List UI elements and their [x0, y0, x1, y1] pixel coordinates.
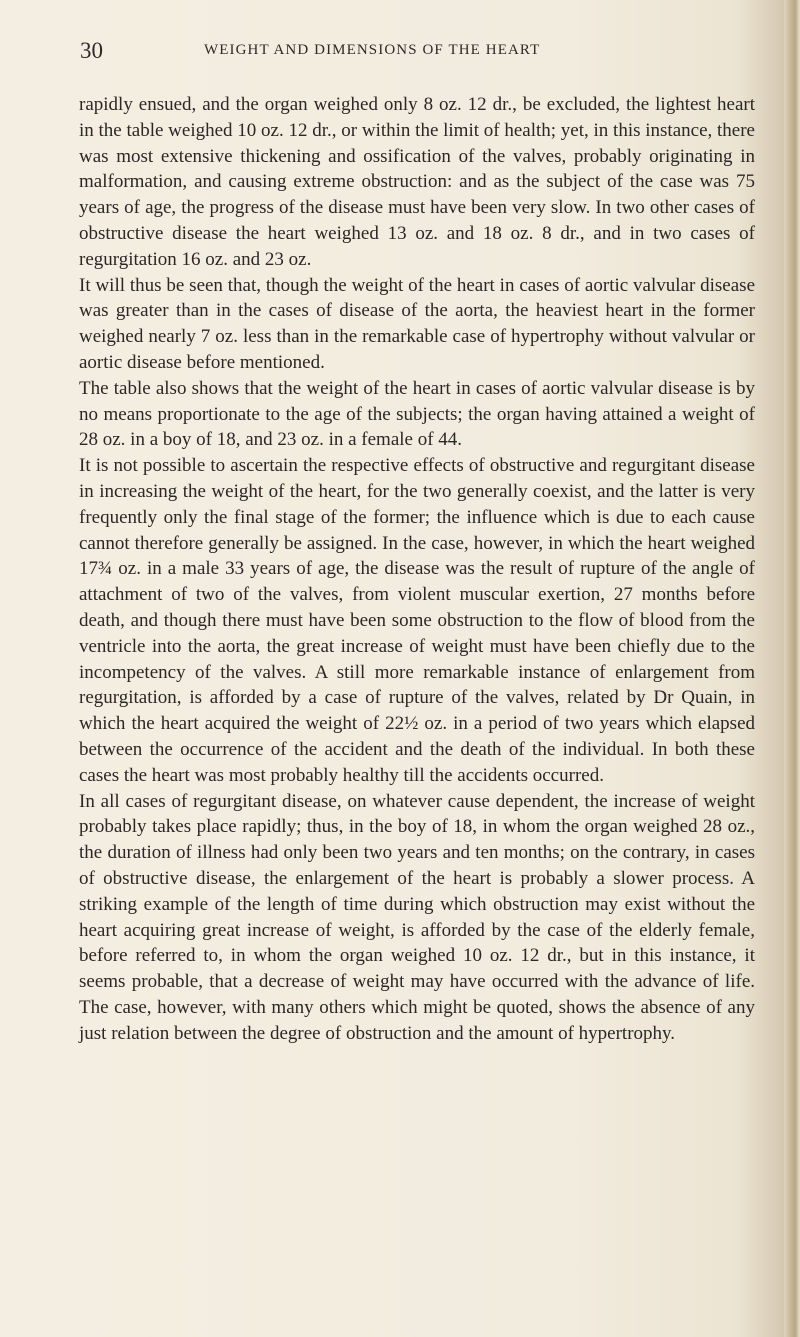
- page-edge: [784, 0, 800, 1337]
- paragraph: rapidly ensued, and the organ weighed only 8 oz. 12 dr., be excluded, the lightest heart in the table weighed 10 oz. 12 dr., or within the limit of health; yet, in this instance, there was most extensive thickening and ossification of the valves, probably originating in malformation, and causing extreme obstruction: and as the subject of the case was 75 years of age, the progress of the disease must have been very slow. In two other cases of obstructive disease the heart weighed 13 oz. and 18 oz. 8 dr., and in two cases of regurgitation 16 oz. and 23 oz.: [79, 94, 755, 270]
- paragraph: It will thus be seen that, though the weight of the heart in cases of aortic valvular disease was greater than in the cases of disease of the aorta, the heaviest heart in the former weighed nearly 7 oz. less than in the remarkable case of hypertrophy without valvular or aortic disease before mentioned.: [79, 274, 755, 373]
- page-number: 30: [80, 38, 103, 63]
- page-header: [80, 38, 780, 68]
- paragraph: The table also shows that the weight of the heart in cases of aortic valvular disease is by no means proportionate to the age of the subjects; the organ having attained a weight of 28 oz. in a boy of 18, and 23 oz. in a female of 44.: [79, 377, 755, 451]
- paragraph: It is not possible to ascertain the respective effects of obstructive and regurgitant disease in increasing the weight of the heart, for the two generally coexist, and the latter is very frequently only the final stage of the former; the influence which is due to each cause cannot therefore generally be assigned. In the case, however, in which the heart weighed 17¾ oz. in a male 33 years of age, the disease was the result of rupture of the angle of attachment of two of the valves, from violent muscular exertion, 27 months before death, and though there must have been some obstruction to the flow of blood from the ventricle into the aorta, the great increase of weight must have been chiefly due to the incompetency of the valves. A still more remarkable instance of enlargement from regurgitation, is afforded by a case of rupture of the valves, related by Dr Quain, in which the heart acquired the weight of 22½ oz. in a period of two years which elapsed between the occurrence of the accident and the death of the individual. In both these cases the heart was most probably healthy till the accidents occurred.: [79, 455, 755, 786]
- running-head: WEIGHT AND DIMENSIONS OF THE HEART: [204, 42, 541, 58]
- paragraph: In all cases of regurgitant disease, on whatever cause dependent, the increase of weight probably takes place rapidly; thus, in the boy of 18, in whom the organ weighed 28 oz., the duration of illness had only been two years and ten months; on the contrary, in cases of obstructive disease, the enlargement of the heart is probably a slower process. A striking example of the length of time during which obstruction may exist without the heart acquiring great increase of weight, is afforded by the case of the elderly female, before referred to, in whom the organ weighed 10 oz. 12 dr., but in this instance, it seems probable, that a decrease of weight may have occurred with the advance of life. The case, however, with many others which might be quoted, shows the absence of any just relation between the degree of obstruction and the amount of hypertrophy.: [79, 790, 755, 1044]
- body-text: [79, 92, 755, 1046]
